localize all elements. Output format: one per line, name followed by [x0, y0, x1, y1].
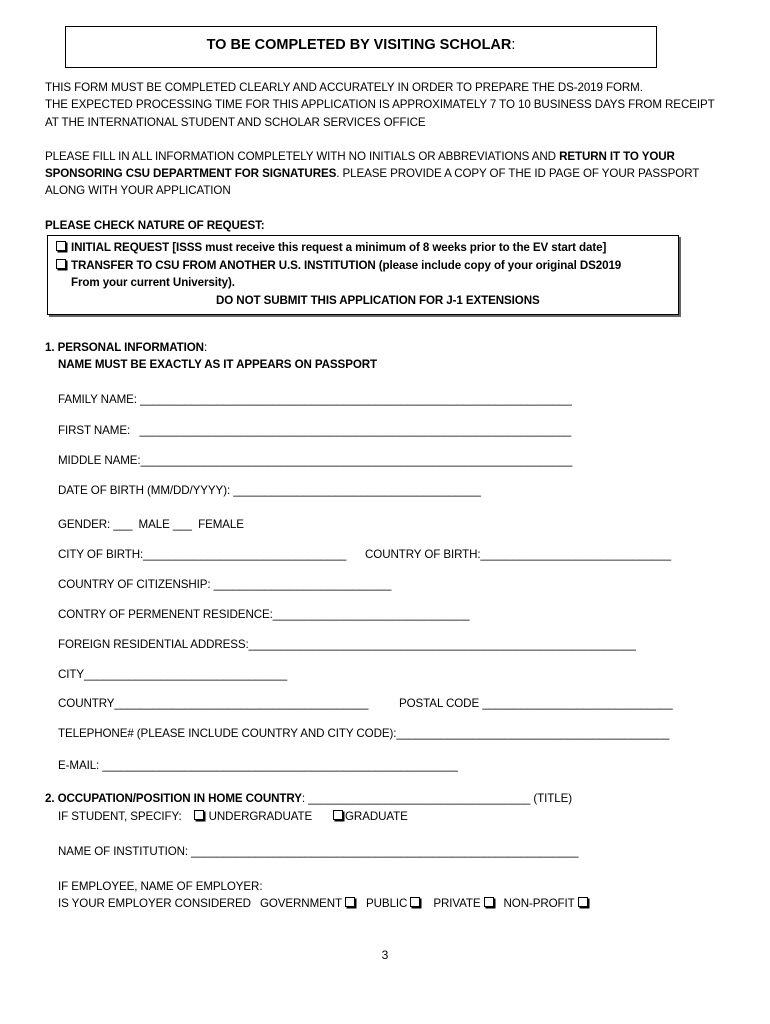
intro-line-1: THIS FORM MUST BE COMPLETED CLEARLY AND ACCURATELY IN ORDER TO PREPARE THE DS-2019 FORM. — [45, 81, 643, 94]
city-of-birth-field[interactable]: CITY OF BIRTH:________________________________ — [58, 548, 347, 561]
country-of-birth-field[interactable]: COUNTRY OF BIRTH:______________________________ — [365, 548, 671, 561]
date-of-birth-field[interactable]: DATE OF BIRTH (MM/DD/YYYY): _______________________________________ — [58, 484, 481, 497]
instructions-text: PLEASE FILL IN ALL INFORMATION COMPLETELY WITH NO INITIALS OR ABBREVIATIONS AND — [45, 150, 560, 163]
first-name-field[interactable]: FIRST NAME: ____________________________________________________________________ — [58, 424, 572, 437]
initial-request-option[interactable] — [56, 241, 606, 254]
citizenship-field[interactable]: COUNTRY OF CITIZENSHIP: ____________________________ — [58, 578, 392, 591]
occupation-field[interactable] — [45, 792, 572, 805]
checkbox-icon[interactable] — [56, 259, 66, 269]
intro-line-2: THE EXPECTED PROCESSING TIME FOR THIS APPLICATION IS APPROXIMATELY 7 TO 10 BUSINESS DAYS FROM RECEIPT — [45, 98, 715, 111]
checkbox-icon[interactable] — [56, 241, 66, 251]
student-label: IF STUDENT, SPECIFY: — [58, 810, 182, 823]
transfer-label: TRANSFER TO CSU FROM ANOTHER U.S. INSTITUTION (please include copy of your original DS2019 — [71, 259, 622, 272]
employer-type-row — [58, 897, 591, 910]
occupation-heading: 2. OCCUPATION/POSITION IN HOME COUNTRY — [45, 792, 302, 805]
employer-type-label: IS YOUR EMPLOYER CONSIDERED — [58, 897, 251, 910]
personal-heading-text: 1. PERSONAL INFORMATION — [45, 341, 204, 354]
form-title — [66, 37, 656, 53]
telephone-field[interactable]: TELEPHONE# (PLEASE INCLUDE COUNTRY AND CITY CODE):___________________________________________ — [58, 727, 670, 740]
request-heading: PLEASE CHECK NATURE OF REQUEST: — [45, 219, 265, 232]
student-level-row — [58, 810, 312, 823]
instructions-line-3: ALONG WITH YOUR APPLICATION — [45, 184, 231, 197]
initial-request-label: INITIAL REQUEST [ISSS must receive this request a minimum of 8 weeks prior to the EV start date] — [71, 241, 607, 254]
middle-name-field[interactable]: MIDDLE NAME:____________________________________________________________________ — [58, 454, 573, 467]
transfer-label-2: From your current University). — [71, 276, 235, 289]
foreign-address-field[interactable]: FOREIGN RESIDENTIAL ADDRESS:_____________________________________________________________ — [58, 638, 636, 651]
checkbox-icon[interactable] — [578, 897, 588, 907]
personal-heading — [45, 341, 207, 354]
checkbox-icon[interactable] — [345, 897, 355, 907]
private-label: PRIVATE — [433, 897, 481, 910]
gender-field[interactable]: GENDER: ___ MALE ___ FEMALE — [58, 518, 244, 531]
title-colon: : — [511, 37, 516, 53]
non-profit-label: NON-PROFIT — [503, 897, 575, 910]
employer-label: IF EMPLOYEE, NAME OF EMPLOYER: — [58, 880, 263, 893]
postal-code-field[interactable]: POSTAL CODE ______________________________ — [399, 697, 673, 710]
city-field[interactable]: CITY________________________________ — [58, 668, 288, 681]
checkbox-icon[interactable] — [194, 810, 204, 820]
family-name-field[interactable]: FAMILY NAME: ____________________________________________________________________ — [58, 393, 572, 406]
email-field[interactable]: E-MAIL: ________________________________________________________ — [58, 759, 458, 772]
occupation-title-line[interactable]: : ___________________________________ (TITLE) — [301, 792, 572, 805]
government-label: GOVERNMENT — [259, 897, 343, 910]
personal-subheading: NAME MUST BE EXACTLY AS IT APPEARS ON PASSPORT — [58, 358, 377, 371]
checkbox-icon[interactable] — [484, 897, 494, 907]
instructions-bold-2: SPONSORING CSU DEPARTMENT FOR SIGNATURES — [45, 167, 337, 180]
extension-warning: DO NOT SUBMIT THIS APPLICATION FOR J-1 EXTENSIONS — [216, 294, 540, 307]
public-label: PUBLIC — [366, 897, 408, 910]
personal-heading-colon: : — [203, 341, 208, 354]
instructions-bold: RETURN IT TO YOUR — [559, 150, 675, 163]
undergraduate-label: UNDERGRADUATE — [208, 810, 313, 823]
page-number: 3 — [381, 948, 389, 962]
graduate-option[interactable] — [333, 810, 408, 823]
instructions-line-2 — [45, 167, 699, 180]
graduate-label: GRADUATE — [345, 810, 408, 823]
instructions-text-2: . PLEASE PROVIDE A COPY OF THE ID PAGE OF YOUR PASSPORT — [336, 167, 700, 180]
permanent-residence-field[interactable]: CONTRY OF PERMENENT RESIDENCE:_______________________________ — [58, 608, 470, 621]
title-box — [65, 26, 657, 68]
country-field[interactable]: COUNTRY________________________________________ — [58, 697, 369, 710]
checkbox-icon[interactable] — [410, 897, 420, 907]
instructions-line-1 — [45, 150, 675, 163]
title-text: TO BE COMPLETED BY VISITING SCHOLAR — [206, 37, 512, 53]
institution-field[interactable]: NAME OF INSTITUTION: _____________________________________________________________ — [58, 845, 579, 858]
intro-line-3: AT THE INTERNATIONAL STUDENT AND SCHOLAR SERVICES OFFICE — [45, 116, 426, 129]
checkbox-icon[interactable] — [333, 810, 343, 820]
transfer-option[interactable] — [56, 259, 621, 272]
